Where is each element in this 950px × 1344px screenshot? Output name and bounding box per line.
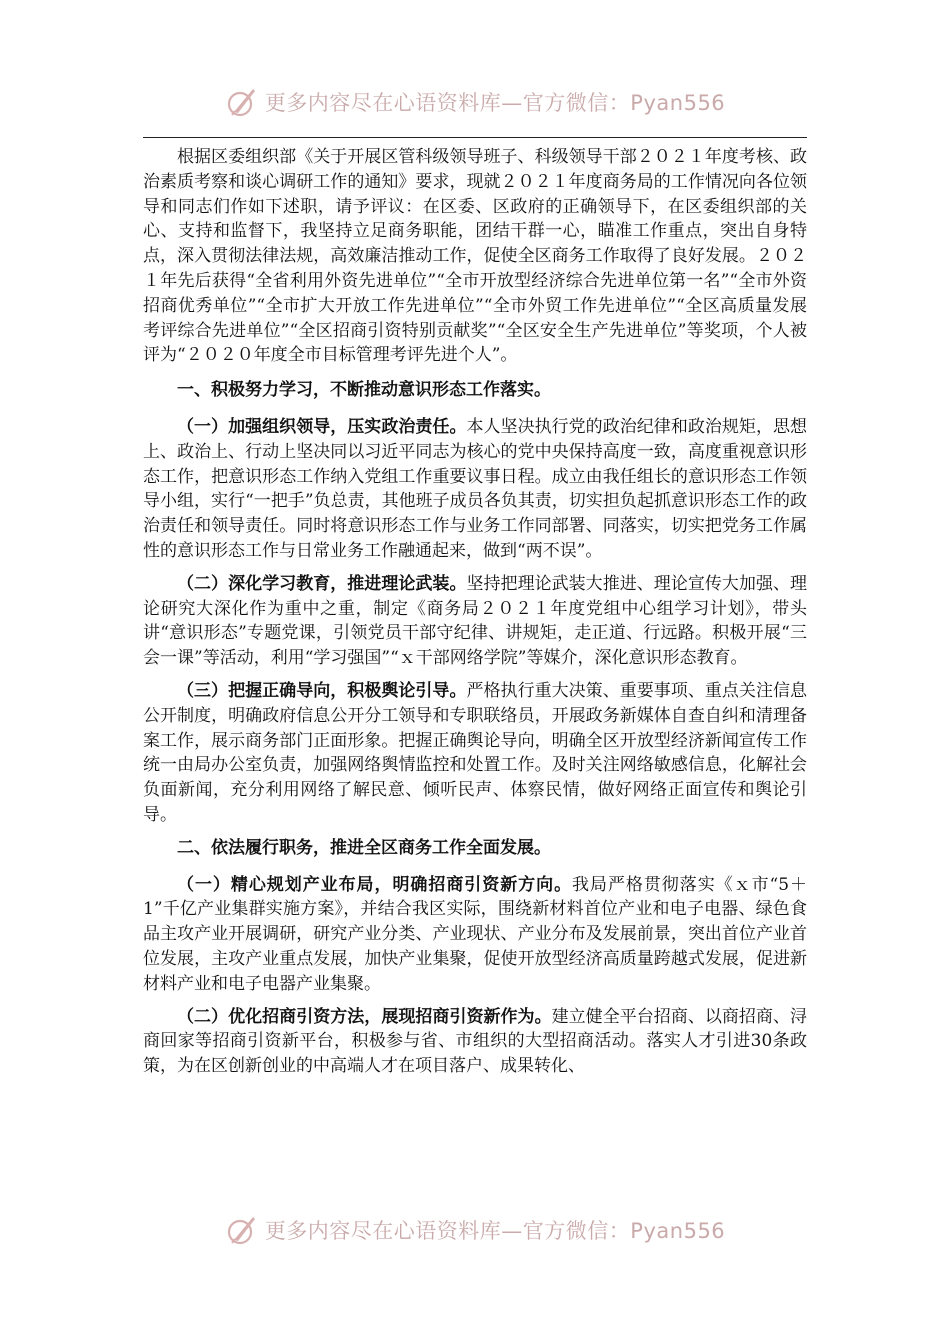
paragraph bbox=[143, 1005, 807, 1079]
quill-pen-icon bbox=[225, 1213, 259, 1247]
paragraph-body: 严格执行重大决策、重要事项、重点关注信息公开制度，明确政府信息公开分工领导和专职联络员，开展政务新媒体自查自纠和清理备案工作，展示商务部门正面形象。把握正确舆论导向，明确全区开放型经济新闻宣传工作统一由局办公室负责，加强网络舆情监控和处置工作。及时关注网络敏感信息，化解社会负面新闻，充分利用网络了解民意、倾听民声、体察民情，做好网络正面宣传和舆论引导。 bbox=[143, 680, 808, 825]
header-banner-text: 更多内容尽在心语资料库—官方微信：Pyan556 bbox=[264, 91, 726, 115]
document-body bbox=[143, 145, 807, 1087]
intro-paragraph: 根据区委组织部《关于开展区管科级领导班子、科级领导干部２０２１年度考核、政治素质考察和谈心调研工作的通知》要求，现就２０２１年度商务局的工作情况向各位领导和同志们作如下述职，请予评议：在区委、区政府的正确领导下，在区委组织部的关心、支持和监督下，我坚持立足商务职能，团结干群一心，瞄准工作重点，突出自身特点，深入贯彻法律法规，高效廉洁推动工作，促使全区商务工作取得了良好发展。２０２１年先后获得“全省利用外资先进单位”“全市开放型经济综合先进单位第一名”“全市外资招商优秀单位”“全市扩大开放工作先进单位”“全市外贸工作先进单位”“全区高质量发展考评综合先进单位”“全区招商引资特别贡献奖”“全区安全生产先进单位”等奖项，个人被评为“２０２０年度全市目标管理考评先进个人”。 bbox=[143, 147, 807, 366]
paragraph-body: 本人坚决执行党的政治纪律和政治规矩，思想上、政治上、行动上坚决同以习近平同志为核心的党中央保持高度一致，高度重视意识形态工作，把意识形态工作纳入党组工作重要议事日程。成立由我任组长的意识形态工作领导小组，实行“一把手”负总责，其他班子成员各负其责，切实担负起抓意识形态工作的政治责任和领导责任。同时将意识形态工作与业务工作同部署、同落实，切实把党务工作属性的意识形态工作与日常业务工作融通起来，做到“两不误”。 bbox=[143, 416, 808, 561]
section-heading-1: 一、积极努力学习，不断推动意识形态工作落实。 bbox=[177, 380, 551, 401]
paragraph-lead: （一）精心规划产业布局，明确招商引资新方向。 bbox=[177, 874, 573, 895]
paragraph bbox=[143, 415, 807, 564]
paragraph-body: 我局严格贯彻落实《ｘ市“5＋1”千亿产业集群实施方案》，并结合我区实际，围绕新材料首位产业和电子电器、绿色食品主攻产业开展调研，研究产业分类、产业现状、产业分布及发展前景，突出首位产业首位发展，主攻产业重点发展，加快产业集聚，促使开放型经济高质量跨越式发展，促进新材料产业和电子电器产业集聚。 bbox=[143, 874, 808, 994]
quill-pen-icon bbox=[225, 85, 259, 119]
section-heading-2: 二、依法履行职务，推进全区商务工作全面发展。 bbox=[177, 837, 551, 858]
paragraph bbox=[143, 679, 807, 828]
footer-banner-text: 更多内容尽在心语资料库—官方微信：Pyan556 bbox=[264, 1219, 726, 1243]
paragraph-body: 建立健全平台招商、以商招商、浔商回家等招商引资新平台，积极参与省、市组织的大型招商活动。落实人才引进30条政策，为在区创新创业的中高端人才在项目落户、成果转化、 bbox=[143, 1006, 808, 1077]
paragraph-lead: （三）把握正确导向，积极舆论引导。 bbox=[177, 680, 467, 701]
paragraph-lead: （一）加强组织领导，压实政治责任。 bbox=[177, 416, 467, 437]
paragraph bbox=[143, 873, 807, 997]
paragraph-lead: （二）优化招商引资方法，展现招商引资新作为。 bbox=[177, 1006, 552, 1027]
paragraph bbox=[143, 572, 807, 671]
header-divider bbox=[143, 137, 807, 138]
paragraph-lead: （二）深化学习教育，推进理论武装。 bbox=[177, 573, 467, 594]
header-banner bbox=[0, 82, 950, 122]
footer-banner bbox=[0, 1210, 950, 1250]
paragraph-body: 坚持把理论武装大推进、理论宣传大加强、理论研究大深化作为重中之重，制定《商务局２０２１年度党组中心组学习计划》，带头讲“意识形态”专题党课，引领党员干部守纪律、讲规矩，走正道、行远路。积极开展“三会一课”等活动，利用“学习强国”“ｘ干部网络学院”等媒介，深化意识形态教育。 bbox=[143, 573, 808, 669]
